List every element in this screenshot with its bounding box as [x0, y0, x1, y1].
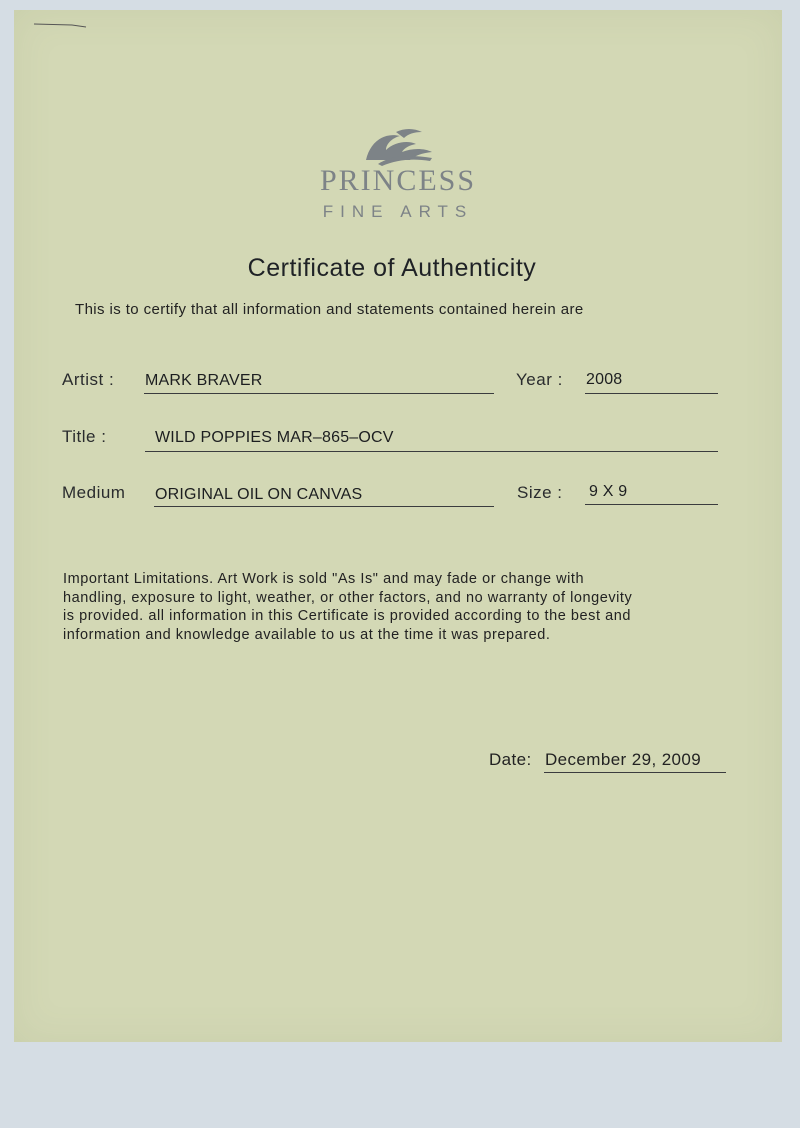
- date-underline: [544, 772, 726, 773]
- notice-line: handling, exposure to light, weather, or other factors, and no warranty of longevity: [63, 589, 633, 606]
- size-underline: [585, 504, 718, 505]
- date-label: Date:: [489, 750, 532, 769]
- title-underline: [145, 451, 718, 452]
- document-title: Certificate of Authenticity: [247, 254, 537, 282]
- pen-mark-icon: [32, 20, 88, 30]
- artist-underline: [144, 393, 494, 394]
- date-value: December 29, 2009: [545, 750, 702, 769]
- notice-line: information and knowledge available to us at the time it was prepared.: [63, 626, 551, 643]
- title-value: WILD POPPIES MAR–865–OCV: [155, 429, 394, 446]
- year-underline: [585, 393, 718, 394]
- year-label: Year :: [516, 370, 563, 389]
- certificate-sheet: [14, 10, 782, 1042]
- size-label: Size :: [517, 483, 563, 502]
- limitations-notice: [63, 570, 713, 644]
- size-value: 9 X 9: [589, 483, 628, 500]
- artist-label: Artist :: [62, 370, 115, 389]
- medium-label: Medium: [62, 483, 126, 502]
- notice-line: Important Limitations. Art Work is sold "As Is" and may fade or change with: [63, 571, 585, 587]
- title-label: Title :: [62, 427, 107, 446]
- brand-name: PRINCESS: [319, 164, 477, 197]
- wave-logo-icon: [356, 120, 442, 168]
- artist-value: MARK BRAVER: [145, 372, 263, 389]
- intro-text: This is to certify that all information and statements contained herein are: [75, 301, 584, 318]
- medium-underline: [154, 506, 494, 507]
- year-value: 2008: [586, 371, 623, 388]
- brand-subtitle: FINE ARTS: [322, 202, 474, 221]
- medium-value: ORIGINAL OIL ON CANVAS: [155, 486, 363, 503]
- notice-line: is provided. all information in this Certificate is provided according to the best and: [63, 608, 631, 624]
